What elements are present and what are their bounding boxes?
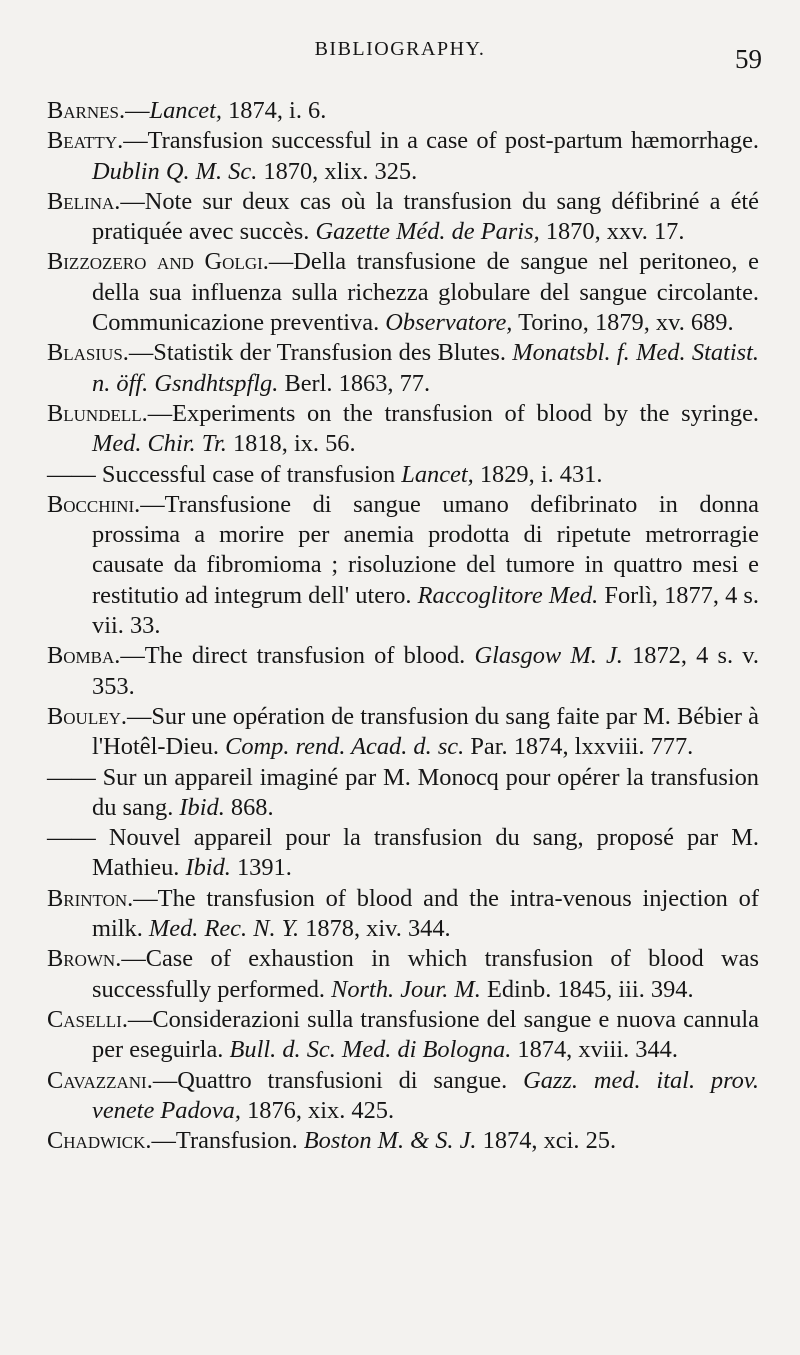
entry-journal: Gazz. med. ital. prov. venete Padova, [92, 1066, 759, 1124]
bibliography-entry [47, 1126, 759, 1156]
entry-citation: Edinb. 1845, iii. 394. [480, 975, 694, 1003]
bibliography-entry [47, 763, 759, 824]
bibliography-entry [47, 1005, 759, 1066]
entry-text: —Sur une opération de transfusion du sang faite par M. Bébier à l'Hotêl-Dieu. [92, 702, 759, 761]
running-head [0, 34, 800, 74]
entry-journal: Bull. d. Sc. Med. di Bologna. [229, 1036, 512, 1064]
entry-citation: 1829, i. 431. [473, 460, 603, 488]
entry-text: —Considerazioni sulla transfusione del sangue e nuova cannula per eseguirla. [92, 1005, 759, 1064]
entry-author: Blasius. [47, 339, 129, 367]
entry-citation: 1874, xci. 25. [476, 1127, 617, 1155]
entry-citation: 1878, xiv. 344. [299, 915, 451, 943]
entry-citation: Torino, 1879, xv. 689. [512, 309, 734, 337]
entry-journal: Ibid. [185, 854, 231, 882]
entry-text: —— Sur un appareil imaginé par M. Monocq pour opérer la transfusion du sang. [47, 763, 759, 821]
entry-text: —Quattro transfusioni di sangue. [152, 1066, 524, 1094]
entry-journal: Raccoglitore Med. [417, 581, 599, 609]
entry-author: Blundell. [47, 399, 148, 427]
entry-journal: North. Jour. M. [331, 975, 481, 1003]
bibliography-entry [47, 399, 759, 460]
entry-author: Bocchini. [47, 490, 141, 518]
entry-text: —— Nouvel appareil pour la transfusion du sang, proposé par M. Mathieu. [47, 824, 759, 882]
entry-author: Beatty. [47, 127, 124, 155]
entry-author: Belina. [47, 187, 121, 215]
entry-citation: 1818, ix. 56. [226, 430, 356, 458]
entry-citation: 1876, xix. 425. [240, 1096, 395, 1124]
bibliography-entry [47, 247, 759, 338]
entry-journal: Lancet, [149, 97, 222, 124]
entry-journal: Observatore, [385, 309, 513, 337]
entry-journal: Dublin Q. M. Sc. [92, 157, 258, 185]
entry-journal: Glasgow M. J. [474, 642, 623, 670]
entry-citation: 1874, i. 6. [221, 97, 327, 124]
entry-citation: 1870, xlix. 325. [257, 157, 418, 185]
entry-author: Caselli. [47, 1005, 128, 1033]
entry-text: —Della transfusione de sangue nel peritoneo, e della sua influenza sulla richezza globulare del sangue circolante. Communicazione preventiva. [92, 248, 759, 337]
bibliography-entry [47, 460, 759, 490]
bibliography-entry [47, 641, 759, 702]
entry-author: Bomba. [47, 642, 121, 670]
entry-text: —The direct transfusion of blood. [120, 642, 475, 670]
entry-journal: Med. Chir. Tr. [92, 430, 227, 458]
entry-text: —Case of exhaustion in which transfusion of blood was successfully performed. [92, 945, 759, 1003]
bibliography-entry [47, 126, 759, 187]
bibliography-entry [47, 1066, 759, 1127]
entry-author: Bouley. [47, 702, 127, 730]
entry-text: —Experiments on the transfusion of blood by the syringe. [147, 399, 759, 427]
bibliography-entry [47, 884, 759, 945]
entry-journal: Med. Rec. N. Y. [148, 915, 300, 943]
entry-text: —— Successful case of transfusion [47, 460, 402, 488]
entry-text: — [125, 97, 150, 124]
entry-author: Bizzozero and Golgi. [47, 248, 269, 276]
bibliography-entry [47, 96, 759, 126]
entry-text: —Transfusion. [151, 1127, 304, 1155]
entry-author: Chadwick. [47, 1127, 152, 1155]
page-number: 59 [735, 44, 762, 74]
bibliography-entry [47, 823, 759, 884]
entry-citation: Forlì, 1877, 4 s. vii. 33. [92, 581, 760, 640]
entry-journal: Gazette Méd. de Paris, [315, 218, 540, 246]
entry-journal: Ibid. [179, 793, 225, 821]
bibliography-entry [47, 490, 759, 641]
entry-text: —Statistik der Transfusion des Blutes. [128, 339, 513, 367]
entry-citation: 1874, xviii. 344. [511, 1036, 678, 1064]
entry-author: Barnes. [47, 97, 126, 124]
entry-citation: Par. 1874, lxxviii. 777. [464, 733, 694, 761]
bibliography-entry [47, 944, 759, 1005]
entry-journal: Boston M. & S. J. [303, 1127, 477, 1155]
bibliography-list [47, 96, 759, 1156]
running-title: BIBLIOGRAPHY. [314, 38, 486, 60]
entry-journal: Lancet, [401, 460, 474, 488]
entry-citation: 1872, 4 s. v. 353. [92, 642, 759, 700]
entry-journal: Comp. rend. Acad. d. sc. [225, 733, 465, 761]
entry-text: —The transfusion of blood and the intra-venous injection of milk. [92, 884, 759, 943]
entry-author: Brinton. [47, 884, 134, 912]
bibliography-entry [47, 338, 759, 399]
entry-author: Cavazzani. [47, 1066, 153, 1094]
entry-citation: 868. [224, 793, 274, 821]
bibliography-entry [47, 187, 759, 248]
entry-citation: Berl. 1863, 77. [278, 369, 431, 397]
entry-journal: Monatsbl. f. Med. Statist. n. öff. Gsndhtspflg. [92, 339, 759, 397]
entry-citation: 1391. [230, 854, 292, 882]
entry-text: —Transfusion successful in a case of post-partum hæmorrhage. [123, 127, 759, 155]
entry-citation: 1870, xxv. 17. [539, 218, 685, 246]
entry-author: Brown. [47, 945, 122, 973]
bibliography-entry [47, 702, 759, 763]
entry-text: —Transfusione di sangue umano defibrinato in donna prossima a morire per anemia prodotta di ripetute metrorragie causate da fibromioma ; risoluzione del tumore in quattro mesi e restitutio ad integrum dell' utero. [92, 490, 759, 609]
entry-text: —Note sur deux cas où la transfusion du sang défibriné a été pratiquée avec succès. [92, 187, 759, 246]
